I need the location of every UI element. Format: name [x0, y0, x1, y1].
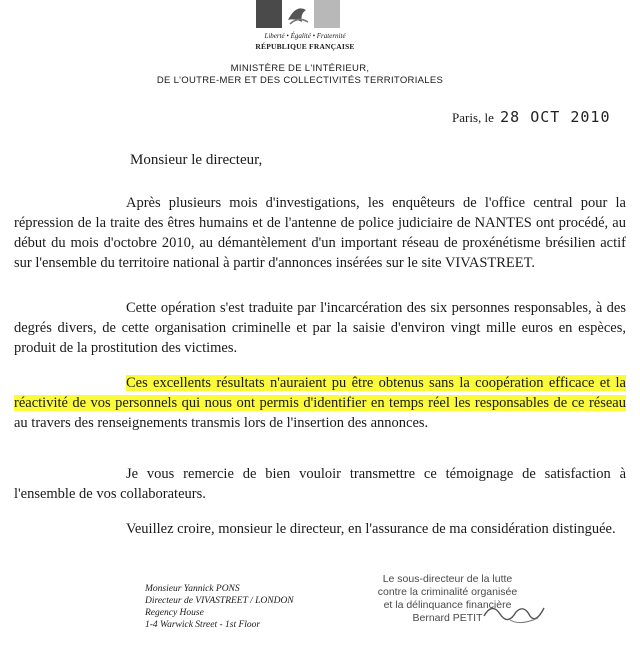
handwritten-signature-icon: [480, 598, 550, 628]
signature-line: Bernard PETIT: [412, 612, 483, 624]
paragraph-2: Cette opération s'est traduite par l'incarcération des six personnes responsables, à des degrés divers, de cette organisation criminelle et par la saisie d'environ vingt mille euros en espèces, produit de la prostitution des victimes.: [14, 300, 626, 356]
addressee-line: Monsieur Yannick PONS: [145, 584, 240, 594]
paragraph-3: [14, 373, 626, 433]
salutation: Monsieur le directeur,: [130, 152, 263, 168]
marianne-logo-icon: [248, 0, 348, 30]
letter-date: [452, 108, 610, 126]
addressee-line: 1-4 Warwick Street - 1st Floor: [145, 620, 261, 630]
ministry-line-2: DE L'OUTRE-MER ET DES COLLECTIVITÉS TERRITORIALES: [156, 75, 444, 86]
ministry-line-1: MINISTÈRE DE L'INTÉRIEUR,: [230, 63, 370, 74]
paragraph-5: Veuillez croire, monsieur le directeur, en l'assurance de ma considération distinguée.: [126, 521, 616, 537]
signature-line: contre la criminalité organisée: [377, 586, 518, 598]
paragraph-1: Après plusieurs mois d'investigations, les enquêteurs de l'office central pour la répression de la traite des êtres humains et de l'antenne de police judiciaire de NANTES ont procédé, au début du mois d'octobre 2010, au démantèlement d'un important réseau de proxénétisme brésilien actif sur l'ensemble du territoire national à partir d'annonces insérées sur le site VIVASTREET.: [14, 195, 626, 271]
signature-line: Le sous-directeur de la lutte: [382, 573, 513, 585]
paragraph-4: Je vous remercie de bien vouloir transmettre ce témoignage de satisfaction à l'ensemble de vos collaborateurs.: [14, 466, 626, 502]
paragraph-3-rest: au travers des renseignements transmis lors de l'insertion des annonces.: [14, 415, 429, 431]
republic-title: RÉPUBLIQUE FRANÇAISE: [255, 42, 355, 51]
date-stamp: 28 OCT 2010: [500, 108, 611, 126]
highlighted-text: Ces excellents résultats n'auraient pu être obtenus sans la coopération efficace et la réactivité de vos personnels qui nous ont permis d'identifier en temps réel les responsables de ce réseau: [14, 375, 626, 411]
republic-motto: Liberté • Égalité • Fraternité: [264, 32, 346, 40]
addressee-block: [145, 583, 294, 631]
date-prefix: Paris, le: [452, 110, 494, 125]
addressee-line: Directeur de VIVASTREET / LONDON: [145, 596, 294, 606]
signature-line: et la délinquance financière: [383, 599, 512, 611]
addressee-line: Regency House: [145, 608, 204, 618]
